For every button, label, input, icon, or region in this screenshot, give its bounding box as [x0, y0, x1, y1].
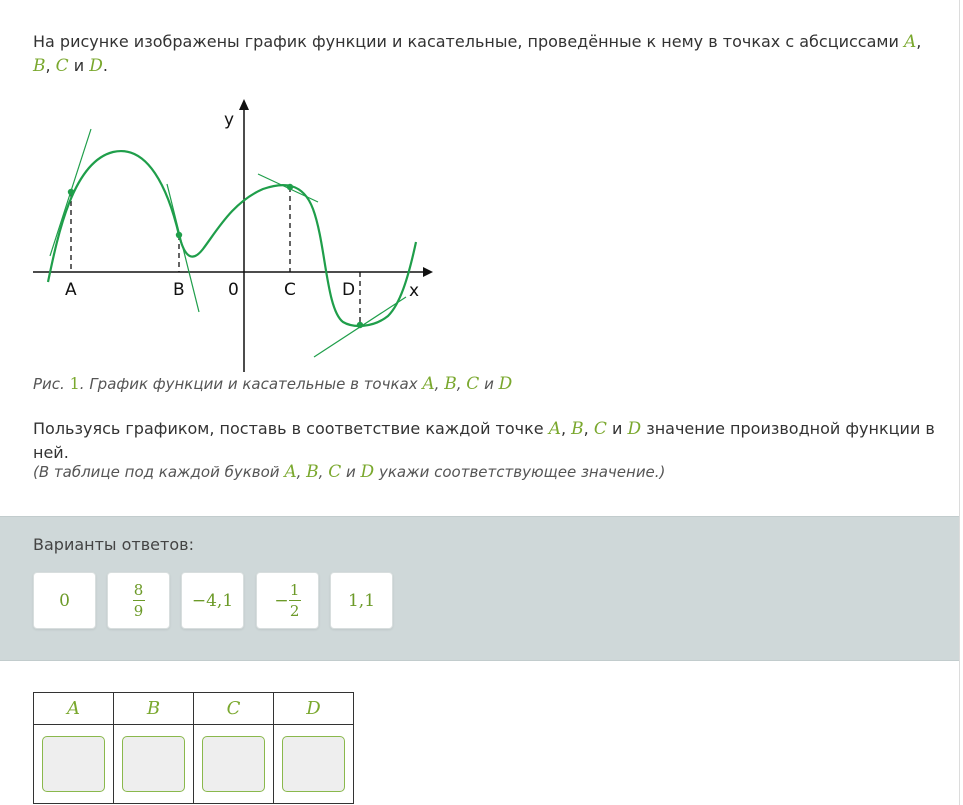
caption-text: . График функции и касательные в точках [79, 375, 418, 393]
table-header-c: C [194, 693, 274, 725]
tick-label-c: C [284, 280, 296, 300]
point-d-label: D [89, 56, 103, 76]
table-cell-a [34, 725, 114, 804]
tick-label-d: D [342, 280, 356, 300]
hint-and-word: и [346, 463, 356, 481]
tick-label-a: A [65, 280, 77, 300]
answer-option-1-1-label: 1,1 [347, 590, 376, 611]
fraction-bar [133, 600, 145, 601]
fraction-bar [289, 600, 301, 601]
point-a-label: A [903, 32, 917, 52]
table-cell-c [194, 725, 274, 804]
fraction [289, 581, 301, 620]
drop-slot-b[interactable] [122, 736, 185, 792]
point-c-dot [287, 184, 293, 190]
question-before: Пользуясь графиком, поставь в соответствие каждой точке [33, 419, 544, 438]
question-point-a: A [548, 419, 561, 439]
caption-prefix: Рис. [33, 375, 65, 393]
fraction-denominator: 2 [289, 602, 300, 620]
answer-option-minus-1-2[interactable] [256, 572, 319, 629]
caption-point-d: D [498, 374, 513, 394]
hint-after: укажи соответствующее значение.) [378, 463, 666, 481]
y-axis-arrow [239, 99, 249, 110]
hint-before: (В таблице под каждой буквой [33, 463, 280, 481]
question-point-d: D [627, 419, 642, 439]
caption-point-a: A [422, 374, 435, 394]
origin-label: 0 [228, 280, 239, 300]
fraction-numerator: 8 [133, 581, 144, 599]
hint-point-c: C [328, 462, 342, 482]
caption-point-b: B [444, 374, 457, 394]
answer-options-title: Варианты ответов: [33, 535, 194, 554]
answer-option-minus-4-1-label: −4,1 [191, 590, 234, 611]
drop-slot-c[interactable] [202, 736, 265, 792]
fraction-numerator: 1 [289, 581, 300, 599]
drop-slot-a[interactable] [42, 736, 105, 792]
question-point-b: B [571, 419, 584, 439]
task-intro: На рисунке изображены график функции и касательные, проведённые к нему в точках с абсциссами [33, 32, 899, 51]
fraction-denominator: 9 [133, 602, 144, 620]
table-header-d: D [274, 693, 354, 725]
table-cell-b [114, 725, 194, 804]
drop-slot-d[interactable] [282, 736, 345, 792]
answer-option-0[interactable] [33, 572, 96, 629]
question-and-word: и [611, 419, 623, 438]
question-point-c: C [593, 419, 607, 439]
x-axis-arrow [423, 267, 433, 277]
table-cell-d [274, 725, 354, 804]
answer-option-8-9[interactable] [107, 572, 170, 629]
point-c-label: C [55, 56, 69, 76]
hint-point-a: A [284, 462, 297, 482]
point-b-dot [176, 232, 182, 238]
x-axis-label: x [409, 281, 420, 301]
hint-point-d: D [360, 462, 375, 482]
question-text: Пользуясь графиком, поставь в соответствие каждой точке A, B, C и D значение производной функции в ней. [33, 419, 935, 462]
hint-text: (В таблице под каждой буквой A, B, C и D укажи соответствующее значение.) [33, 462, 666, 482]
caption-point-c: C [466, 374, 480, 394]
point-d-dot [357, 322, 363, 328]
answer-option-minus-4-1[interactable] [181, 572, 244, 629]
answer-option-1-1[interactable] [330, 572, 393, 629]
caption-and-word: и [484, 375, 494, 393]
answer-table [33, 692, 354, 804]
caption-number: 1 [69, 374, 80, 393]
question-after: значение производной функции в ней. [33, 419, 935, 462]
task-text: На рисунке изображены график функции и касательные, проведённые к нему в точках с абсциссами A, B, C и D. [33, 32, 922, 76]
fraction [133, 581, 145, 620]
figure-caption: Рис. 1. График функции и касательные в точках A, B, C и D [33, 374, 513, 394]
table-header-b: B [114, 693, 194, 725]
hint-point-b: B [306, 462, 319, 482]
y-axis-label: y [224, 110, 235, 130]
answer-options-panel [0, 516, 959, 661]
minus-sign: − [274, 590, 289, 611]
tick-label-b: B [173, 280, 185, 300]
function-graph [28, 94, 440, 376]
table-header-a: A [34, 693, 114, 725]
answer-option-0-label: 0 [59, 590, 70, 611]
point-b-label: B [33, 56, 46, 76]
and-word: и [73, 56, 85, 75]
point-a-dot [68, 189, 74, 195]
